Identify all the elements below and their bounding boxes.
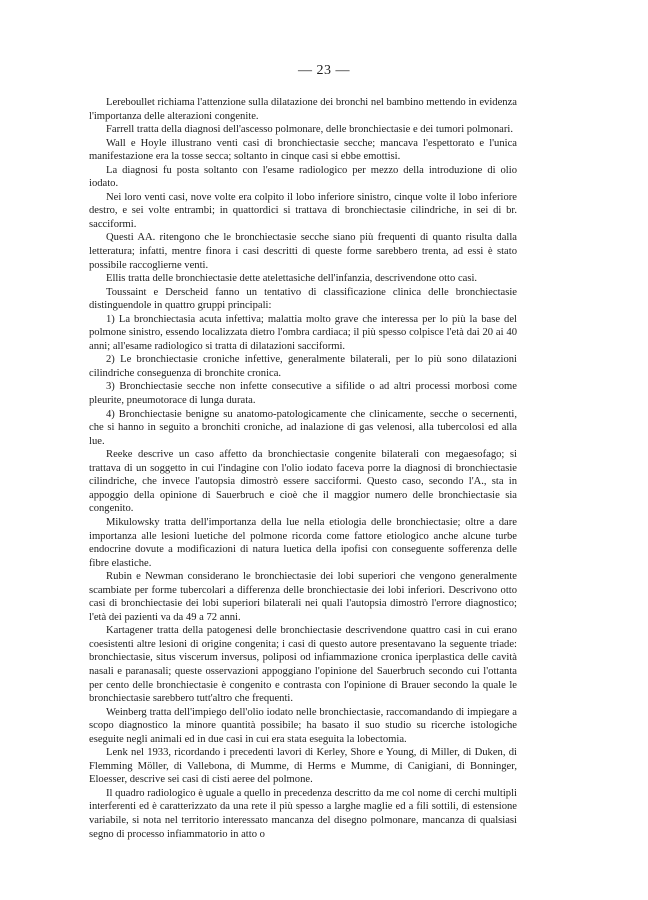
paragraph-gruppo-3: 3) Bronchiectasie secche non infette consecutive a sifilide o ad altri processi morbosi come pleurite, pneumotorace di lunga durata. xyxy=(89,381,517,407)
paragraph-rubin-newman: Rubin e Newman considerano le bronchiectasie dei lobi superiori che vengono generalmente scambiate per forme tubercolari a differenza delle bronchiectasie dei lobi inferiori. Descrivono otto casi di bronchiectasie dei lobi superiori bilaterali nei quali l'autopsia dimostrò l'errore diagnostico; l'età dei pazienti va da 49 a 72 anni. xyxy=(89,571,517,623)
body-text xyxy=(89,96,517,841)
page-number: — 23 — xyxy=(298,63,350,78)
paragraph-toussaint: Toussaint e Derscheid fanno un tentativo di classificazione clinica delle bronchiectasie distinguendole in quattro gruppi principali: xyxy=(89,286,517,312)
paragraph-venti-casi: Nei loro venti casi, nove volte era colpito il lobo inferiore sinistro, cinque volte il lobo inferiore destro, e sei volte entrambi; in quattordici si trattava di bronchiectasie cilindriche, in sei di br. sacciformi. xyxy=(89,191,517,230)
paragraph-gruppo-4: 4) Bronchiectasie benigne su anatomo-patologicamente che clinicamente, secche o secernenti, che si hanno in seguito a bronchiti croniche, ad inalazione di gas velenosi, alla tubercolosi ed alla lue. xyxy=(89,408,517,447)
paragraph-weinberg: Weinberg tratta dell'impiego dell'olio iodato nelle bronchiectasie, raccomandando di impiegare a scopo diagnostico la minore quantità possibile; ha basato il suo studio su ricerche istologiche eseguite negli animali ed in due casi in cui era stata eseguita la lobectomia. xyxy=(89,706,517,745)
paragraph-lereboullet: Lereboullet richiama l'attenzione sulla dilatazione dei bronchi nel bambino mettendo in evidenza l'importanza delle alterazioni congenite. xyxy=(89,97,517,122)
paragraph-diagnosi: La diagnosi fu posta soltanto con l'esame radiologico per mezzo della introduzione di olio iodato. xyxy=(89,164,517,190)
paragraph-questi-aa: Questi AA. ritengono che le bronchiectasie secche siano più frequenti di quanto risulta dalla letteratura; infatti, mentre finora i casi descritti di queste forme sarebbero trenta, ad essi è stato possibile raccoglierne venti. xyxy=(89,232,517,271)
paragraph-kartagener: Kartagener tratta della patogenesi delle bronchiectasie descrivendone quattro casi in cui erano coesistenti altre lesioni di origine congenita; i casi di questo autore presentavano la seguente triade: bronchiectasie, situs viscerum inversus, poliposi od infiammazione cronica iperplastica delle cavità nasali e paranasali; queste osservazioni appoggiano l'opinione del Sauerbruch secondo cui l'ottanta per cento delle bronchiectasie è congenito e contrasta con l'opinione di Brauer secondo la quale le bronchiectasie sarebbero tutt'altro che frequenti. xyxy=(89,625,517,705)
paragraph-quadro-radiologico: Il quadro radiologico è uguale a quello in precedenza descritto da me col nome di cerchi multipli interferenti ed è caratterizzato da una rete il più spesso a larghe maglie ed a fili sottili, di estensione variabile, si nota nel territorio interessato mancanza del disegno polmonare, mancanza di qualsiasi segno di processo infiammatorio in atto o xyxy=(89,787,517,840)
paragraph-ellis: Ellis tratta delle bronchiectasie dette atelettasiche dell'infanzia, descrivendone otto casi. xyxy=(106,273,478,285)
paragraph-farrell: Farrell tratta della diagnosi dell'ascesso polmonare, delle bronchiectasie e dei tumori polmonari. xyxy=(106,124,513,136)
paragraph-reeke: Reeke descrive un caso affetto da bronchiectasie congenite bilaterali con megaesofago; si trattava di un soggetto in cui l'indagine con l'olio iodato faceva porre la diagnosi di bronchiectasie cilindriche, che invece l'autopsia dimostrò essere sacciformi. Questo caso, secondo l'A., sta in appoggio della opinione di Sauerbruch e cioè che il maggior numero delle bronchiectasie sia congenito. xyxy=(89,449,517,515)
paragraph-lenk: Lenk nel 1933, ricordando i precedenti lavori di Kerley, Shore e Young, di Miller, di Duken, di Flemming Möller, di Vallebona, di Mumme, di Herms e Mumme, di Canigiani, di Bonninger, Eloesser, descrive sei casi di cisti aeree del polmone. xyxy=(89,747,517,786)
paragraph-gruppo-2: 2) Le bronchiectasie croniche infettive, generalmente bilaterali, per lo più sono dilatazioni cilindriche conseguenza di bronchite cronica. xyxy=(89,354,517,379)
paragraph-mikulowsky: Mikulowsky tratta dell'importanza della lue nella etiologia delle bronchiectasie; oltre a dare importanza alle lesioni luetiche del polmone ricorda come fattore etiologico anche alcune turbe endocrine dovute a modificazioni di natura luetica della ipofisi con conseguente sofferenza delle fibre elastiche. xyxy=(89,516,517,569)
paragraph-gruppo-1: 1) La bronchiectasia acuta infettiva; malattia molto grave che interessa per lo più la base del polmone sinistro, essendo localizzata dietro l'ombra cardiaca; il più spesso colpisce l'età dai 20 ai 40 anni; all'esame radiologico si tratta di dilatazioni sacciformi. xyxy=(89,313,517,352)
paragraph-wall-hoyle: Wall e Hoyle illustrano venti casi di bronchiectasie secche; mancava l'espettorato e l'unica manifestazione era la tosse secca; soltanto in cinque casi si ebbe emottisi. xyxy=(89,137,517,163)
